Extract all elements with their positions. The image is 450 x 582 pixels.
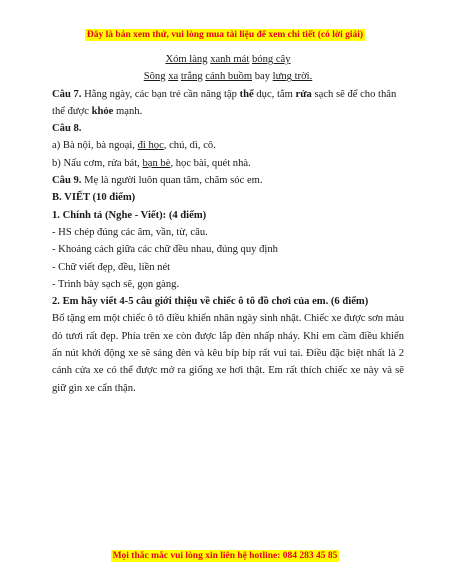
verse-word: cánh buồm bbox=[205, 71, 253, 83]
sample-paragraph: Bố tặng em một chiếc ô tô điều khiển nhân ngày sinh nhật. Chiếc xe được sơn màu đỏ tươi rất đẹp. Phía trên xe còn được lắp đèn nhấp nháy. Khi em cầm điều khiển ấn nút khởi động xe sẽ sáng đèn và kêu bíp bíp rất vui tai. Điều đặc biệt nhất là 2 cánh cửa xe có thể được mở ra giống xe hơi thật. Em rất thích chiếc xe này và sẽ giữ gìn xe cẩn thận. bbox=[52, 313, 404, 394]
answer-text: Hằng ngày, các bạn trẻ cần năng tập bbox=[81, 88, 240, 100]
criteria-item: - Trình bày sạch sẽ, gọn gàng. bbox=[52, 278, 180, 290]
verse-word: bay bbox=[254, 71, 271, 83]
answer-bold: rửa bbox=[295, 88, 312, 100]
answer-text: , chú, dì, cô. bbox=[163, 140, 216, 152]
answer-text: , học bài, quét nhà. bbox=[170, 157, 251, 169]
preview-notice-banner bbox=[0, 24, 450, 42]
answer-text: sạch sẽ để cho thân thể được bbox=[52, 88, 397, 117]
section-heading: B. VIẾT (10 điểm) bbox=[52, 192, 136, 204]
verse-line-2 bbox=[52, 68, 404, 85]
answer-bold: khỏe bbox=[91, 105, 114, 117]
answer-cau-7 bbox=[52, 86, 404, 121]
verse-word: trắng bbox=[180, 71, 203, 83]
verse-word: lưng trời. bbox=[272, 71, 313, 83]
criteria-item: - HS chép đúng các âm, vần, từ, câu. bbox=[52, 226, 208, 238]
verse-word: Sông bbox=[143, 71, 166, 83]
answer-text: b) Nấu cơm, rửa bát, bbox=[52, 157, 143, 169]
question-label: Câu 8. bbox=[52, 123, 82, 135]
part-2-title: 2. Em hãy viết 4-5 câu giới thiệu về chiếc ô tô đồ chơi của em. (6 điểm) bbox=[52, 296, 369, 308]
criteria-item: - Chữ viết đẹp, đều, liền nét bbox=[52, 261, 171, 273]
part-1-title: 1. Chính tả (Nghe - Viết): (4 điểm) bbox=[52, 209, 207, 221]
verse-word: xa bbox=[168, 71, 179, 83]
answer-underlined: bạn bè bbox=[142, 157, 171, 169]
document-body bbox=[52, 51, 404, 397]
answer-bold: thể bbox=[239, 88, 254, 100]
verse-word: Xóm làng bbox=[165, 54, 208, 65]
answer-cau-8b bbox=[52, 155, 404, 172]
answer-cau-8a bbox=[52, 137, 404, 154]
criteria-item: - Khoảng cách giữa các chữ đều nhau, đúng quy định bbox=[52, 244, 278, 256]
preview-notice-text: Đây là bản xem thử, vui lòng mua tài liệu để xem chi tiết (có lời giải) bbox=[86, 30, 364, 40]
answer-text: mạnh. bbox=[113, 105, 143, 117]
answer-text: Mẹ là người luôn quan tâm, chăm sóc em. bbox=[81, 175, 263, 187]
answer-text: a) Bà nội, bà ngoại, bbox=[52, 140, 138, 152]
verse-word: bóng cây bbox=[251, 54, 291, 65]
question-label: Câu 7. bbox=[52, 88, 82, 100]
verse-word: xanh mát bbox=[210, 54, 250, 65]
question-label: Câu 9. bbox=[52, 175, 82, 187]
hotline-banner bbox=[0, 545, 450, 563]
hotline-text: Mọi thắc mắc vui lòng xin liên hệ hotline: 084 283 45 85 bbox=[112, 551, 338, 561]
verse-line-1 bbox=[52, 51, 404, 68]
answer-underlined: đi học bbox=[137, 140, 164, 152]
answer-cau-9 bbox=[52, 172, 404, 189]
answer-text: dục, tắm bbox=[253, 88, 296, 100]
